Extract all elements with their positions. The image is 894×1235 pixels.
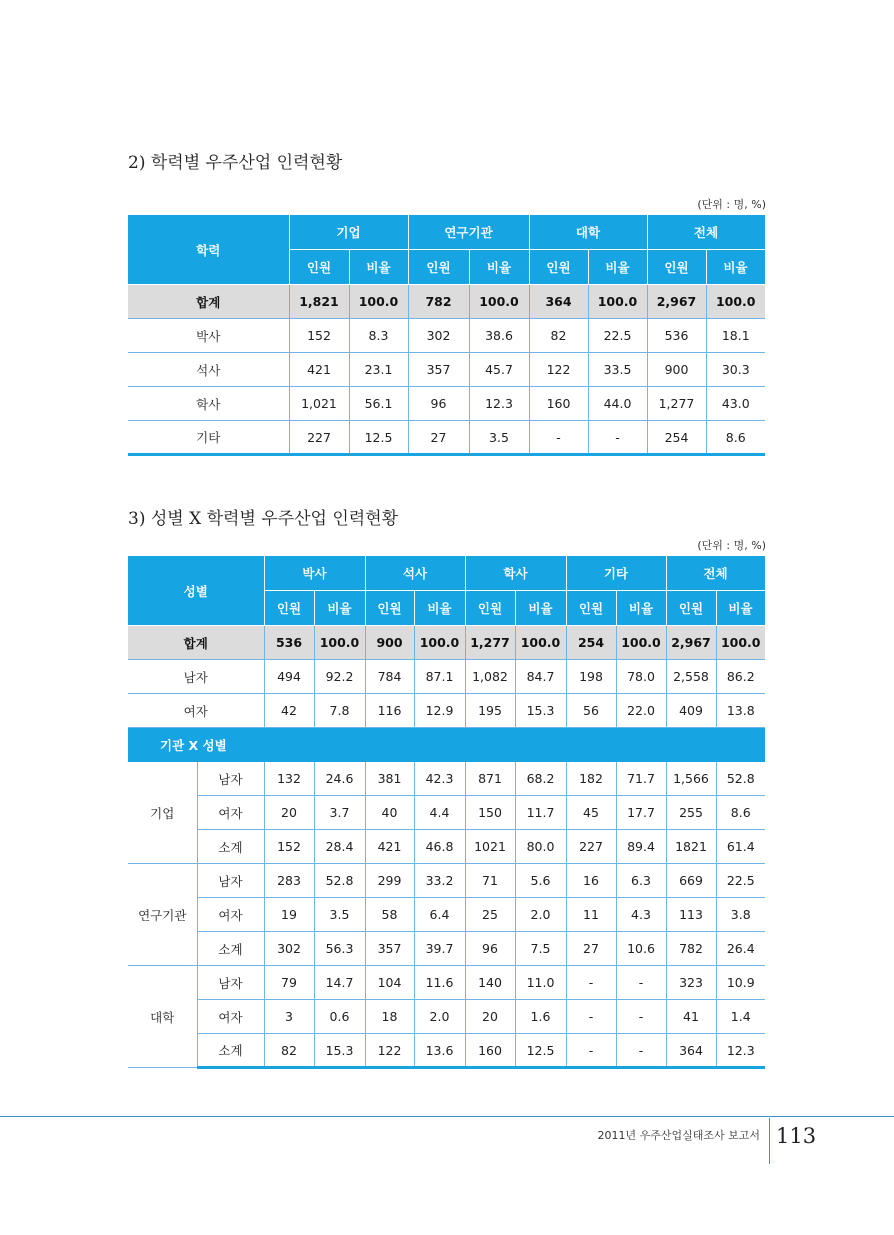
table-cell: 12.5 xyxy=(515,1034,566,1068)
table-cell: 302 xyxy=(408,319,469,353)
table-row xyxy=(128,353,765,387)
table-cell: 44.0 xyxy=(588,387,647,421)
table-cell: 2.0 xyxy=(414,1000,465,1034)
table-cell: 104 xyxy=(365,966,414,1000)
table-cell: 122 xyxy=(365,1034,414,1068)
table2-sub-header: 인원 xyxy=(264,591,314,626)
table-cell: - xyxy=(566,1034,616,1068)
table2-group-header: 기타 xyxy=(566,556,666,591)
table-cell: 3.8 xyxy=(716,898,765,932)
table-cell: 421 xyxy=(365,830,414,864)
row-label: 소계 xyxy=(197,1034,264,1068)
table-row xyxy=(128,864,765,898)
table-cell: 409 xyxy=(666,694,716,728)
table-cell: 38.6 xyxy=(469,319,529,353)
table-cell: 27 xyxy=(408,421,469,455)
table-cell: 381 xyxy=(365,762,414,796)
table-cell: 86.2 xyxy=(716,660,765,694)
row-label: 합계 xyxy=(128,285,289,319)
table2-group-header: 학사 xyxy=(465,556,566,591)
table-cell: 871 xyxy=(465,762,515,796)
table-cell: 364 xyxy=(666,1034,716,1068)
table-cell: 1,021 xyxy=(289,387,349,421)
table-cell: 182 xyxy=(566,762,616,796)
table-cell: 56 xyxy=(566,694,616,728)
table-cell: 20 xyxy=(465,1000,515,1034)
table-cell: 421 xyxy=(289,353,349,387)
table-cell: 11.6 xyxy=(414,966,465,1000)
table-cell: 26.4 xyxy=(716,932,765,966)
table1-sub-header: 인원 xyxy=(408,250,469,285)
table-cell: 1,821 xyxy=(289,285,349,319)
table-cell: 8.6 xyxy=(706,421,765,455)
table1-sub-header: 인원 xyxy=(647,250,706,285)
table-cell: 52.8 xyxy=(716,762,765,796)
table-row xyxy=(128,660,765,694)
table-cell: 20 xyxy=(264,796,314,830)
table2-sub-header: 비율 xyxy=(616,591,666,626)
table-cell: 71.7 xyxy=(616,762,666,796)
table-cell: 1821 xyxy=(666,830,716,864)
table-cell: 536 xyxy=(647,319,706,353)
table-cell: 15.3 xyxy=(314,1034,365,1068)
table-cell: 12.5 xyxy=(349,421,408,455)
table-cell: 0.6 xyxy=(314,1000,365,1034)
table-cell: 1,277 xyxy=(647,387,706,421)
row-label: 여자 xyxy=(197,796,264,830)
table-cell: 3.5 xyxy=(314,898,365,932)
table-cell: 283 xyxy=(264,864,314,898)
table-cell: 89.4 xyxy=(616,830,666,864)
table-cell: 6.4 xyxy=(414,898,465,932)
table1-group-header: 기업 xyxy=(289,215,408,250)
row-label: 합계 xyxy=(128,626,264,660)
table-cell: 43.0 xyxy=(706,387,765,421)
table-cell: - xyxy=(616,1000,666,1034)
table-cell: 7.5 xyxy=(515,932,566,966)
table-cell: - xyxy=(616,1034,666,1068)
table2-group-header: 석사 xyxy=(365,556,465,591)
gender-education-table xyxy=(128,555,766,1069)
table-cell: 33.2 xyxy=(414,864,465,898)
table-cell: 100.0 xyxy=(716,626,765,660)
table-cell: 10.9 xyxy=(716,966,765,1000)
table-row xyxy=(128,898,765,932)
table-cell: 1.6 xyxy=(515,1000,566,1034)
total-row xyxy=(128,285,765,319)
table-cell: 33.5 xyxy=(588,353,647,387)
table-cell: 1,082 xyxy=(465,660,515,694)
table-cell: - xyxy=(566,966,616,1000)
table-cell: 56.1 xyxy=(349,387,408,421)
row-label: 남자 xyxy=(197,762,264,796)
total-row xyxy=(128,626,765,660)
institution-label: 연구기관 xyxy=(128,864,197,966)
table-cell: 18.1 xyxy=(706,319,765,353)
table2-sub-header: 비율 xyxy=(716,591,765,626)
table-row xyxy=(128,387,765,421)
table-cell: 41 xyxy=(666,1000,716,1034)
table-cell: 302 xyxy=(264,932,314,966)
table-cell: - xyxy=(588,421,647,455)
table-cell: 160 xyxy=(465,1034,515,1068)
table-cell: 255 xyxy=(666,796,716,830)
table-cell: 92.2 xyxy=(314,660,365,694)
table-cell: 152 xyxy=(289,319,349,353)
table-cell: 8.6 xyxy=(716,796,765,830)
table1-group-header: 대학 xyxy=(529,215,647,250)
table-cell: 12.3 xyxy=(716,1034,765,1068)
table-cell: 96 xyxy=(465,932,515,966)
table-cell: 14.7 xyxy=(314,966,365,1000)
table-cell: 195 xyxy=(465,694,515,728)
table1-title: 2) 학력별 우주산업 인력현황 xyxy=(128,153,343,173)
table-cell: 254 xyxy=(566,626,616,660)
table-row xyxy=(128,421,765,455)
table-cell: 3 xyxy=(264,1000,314,1034)
table-cell: 52.8 xyxy=(314,864,365,898)
group-header-label: 기관 X 성별 xyxy=(128,728,765,762)
table-cell: 1.4 xyxy=(716,1000,765,1034)
table-cell: 19 xyxy=(264,898,314,932)
table-cell: 42 xyxy=(264,694,314,728)
table-cell: 84.7 xyxy=(515,660,566,694)
table-cell: 28.4 xyxy=(314,830,365,864)
table-cell: 11.7 xyxy=(515,796,566,830)
table-cell: 12.3 xyxy=(469,387,529,421)
table-cell: 132 xyxy=(264,762,314,796)
table-row xyxy=(128,1000,765,1034)
table-cell: 113 xyxy=(666,898,716,932)
table-cell: 100.0 xyxy=(515,626,566,660)
table-cell: 30.3 xyxy=(706,353,765,387)
table-cell: 40 xyxy=(365,796,414,830)
table1-sub-header: 인원 xyxy=(529,250,588,285)
table-cell: 45 xyxy=(566,796,616,830)
table-cell: 4.4 xyxy=(414,796,465,830)
table-cell: 78.0 xyxy=(616,660,666,694)
table-cell: 8.3 xyxy=(349,319,408,353)
row-label: 석사 xyxy=(128,353,289,387)
footer-rule xyxy=(0,1116,894,1117)
table-cell: 669 xyxy=(666,864,716,898)
table2-group-header: 전체 xyxy=(666,556,765,591)
table-cell: 900 xyxy=(647,353,706,387)
row-label: 소계 xyxy=(197,830,264,864)
table-row xyxy=(128,796,765,830)
table-cell: 68.2 xyxy=(515,762,566,796)
table-cell: 10.6 xyxy=(616,932,666,966)
table-cell: 12.9 xyxy=(414,694,465,728)
row-label: 박사 xyxy=(128,319,289,353)
table1-unit: (단위 : 명, %) xyxy=(697,198,766,211)
table-cell: 16 xyxy=(566,864,616,898)
table-cell: 87.1 xyxy=(414,660,465,694)
row-label: 기타 xyxy=(128,421,289,455)
education-table xyxy=(128,214,766,456)
table-cell: 24.6 xyxy=(314,762,365,796)
table1-sub-header: 비율 xyxy=(588,250,647,285)
footer-report-title: 2011년 우주산업실태조사 보고서 xyxy=(597,1129,760,1142)
group-header-row xyxy=(128,728,765,762)
table-cell: 22.5 xyxy=(716,864,765,898)
table-cell: 7.8 xyxy=(314,694,365,728)
institution-label: 기업 xyxy=(128,762,197,864)
table-row xyxy=(128,694,765,728)
table1-sub-header: 비율 xyxy=(706,250,765,285)
table-cell: 25 xyxy=(465,898,515,932)
row-label: 여자 xyxy=(197,898,264,932)
table-cell: 23.1 xyxy=(349,353,408,387)
table-cell: 11.0 xyxy=(515,966,566,1000)
table-cell: 494 xyxy=(264,660,314,694)
table-cell: 140 xyxy=(465,966,515,1000)
table2-sub-header: 비율 xyxy=(314,591,365,626)
footer-separator xyxy=(769,1118,770,1164)
table-cell: 22.5 xyxy=(588,319,647,353)
row-label: 여자 xyxy=(128,694,264,728)
table-cell: - xyxy=(616,966,666,1000)
table2-group-header: 박사 xyxy=(264,556,365,591)
table-row xyxy=(128,932,765,966)
table-cell: 3.5 xyxy=(469,421,529,455)
table-cell: 13.8 xyxy=(716,694,765,728)
table-cell: 42.3 xyxy=(414,762,465,796)
table-cell: 2,558 xyxy=(666,660,716,694)
table-cell: 45.7 xyxy=(469,353,529,387)
table-cell: 100.0 xyxy=(414,626,465,660)
table-row xyxy=(128,830,765,864)
table-cell: 323 xyxy=(666,966,716,1000)
row-label: 여자 xyxy=(197,1000,264,1034)
row-label: 남자 xyxy=(128,660,264,694)
table-cell: - xyxy=(529,421,588,455)
table-cell: 782 xyxy=(408,285,469,319)
table2-corner: 성별 xyxy=(128,556,264,626)
table1-sub-header: 비율 xyxy=(349,250,408,285)
table-cell: 1021 xyxy=(465,830,515,864)
table-cell: 150 xyxy=(465,796,515,830)
table-cell: 100.0 xyxy=(349,285,408,319)
table-cell: 17.7 xyxy=(616,796,666,830)
table2-sub-header: 인원 xyxy=(566,591,616,626)
table1-sub-header: 인원 xyxy=(289,250,349,285)
row-label: 소계 xyxy=(197,932,264,966)
table1-sub-header: 비율 xyxy=(469,250,529,285)
table-cell: 784 xyxy=(365,660,414,694)
table1-corner: 학력 xyxy=(128,215,289,285)
table-cell: 900 xyxy=(365,626,414,660)
table-cell: 122 xyxy=(529,353,588,387)
table-row xyxy=(128,966,765,1000)
table2-unit: (단위 : 명, %) xyxy=(697,539,766,552)
table-cell: 1,277 xyxy=(465,626,515,660)
table-cell: 100.0 xyxy=(469,285,529,319)
table-cell: 61.4 xyxy=(716,830,765,864)
table-cell: 116 xyxy=(365,694,414,728)
table-cell: 11 xyxy=(566,898,616,932)
table2-title: 3) 성별 X 학력별 우주산업 인력현황 xyxy=(128,509,399,529)
table-cell: 4.3 xyxy=(616,898,666,932)
table-cell: 18 xyxy=(365,1000,414,1034)
table-cell: 79 xyxy=(264,966,314,1000)
table-cell: 27 xyxy=(566,932,616,966)
table2-sub-header: 인원 xyxy=(666,591,716,626)
row-label: 남자 xyxy=(197,864,264,898)
table-cell: 58 xyxy=(365,898,414,932)
table-cell: 46.8 xyxy=(414,830,465,864)
page-number: 113 xyxy=(776,1124,817,1148)
table-cell: 13.6 xyxy=(414,1034,465,1068)
table-cell: 71 xyxy=(465,864,515,898)
table-cell: 80.0 xyxy=(515,830,566,864)
table2-sub-header: 비율 xyxy=(414,591,465,626)
table-cell: 15.3 xyxy=(515,694,566,728)
table-row xyxy=(128,762,765,796)
table-cell: 152 xyxy=(264,830,314,864)
table-cell: 82 xyxy=(529,319,588,353)
row-label: 남자 xyxy=(197,966,264,1000)
table-cell: 536 xyxy=(264,626,314,660)
table-cell: 96 xyxy=(408,387,469,421)
table-cell: 2,967 xyxy=(647,285,706,319)
table-cell: 6.3 xyxy=(616,864,666,898)
table-row xyxy=(128,319,765,353)
table1-group-header: 연구기관 xyxy=(408,215,529,250)
table-cell: 782 xyxy=(666,932,716,966)
table-cell: 100.0 xyxy=(706,285,765,319)
table-cell: 100.0 xyxy=(588,285,647,319)
table-cell: 100.0 xyxy=(616,626,666,660)
table-cell: 3.7 xyxy=(314,796,365,830)
table-cell: 82 xyxy=(264,1034,314,1068)
table-cell: 22.0 xyxy=(616,694,666,728)
table-cell: 56.3 xyxy=(314,932,365,966)
table2-sub-header: 인원 xyxy=(365,591,414,626)
table-cell: 39.7 xyxy=(414,932,465,966)
table-cell: 100.0 xyxy=(314,626,365,660)
table-cell: 227 xyxy=(289,421,349,455)
table-cell: 299 xyxy=(365,864,414,898)
table-cell: 357 xyxy=(408,353,469,387)
institution-label: 대학 xyxy=(128,966,197,1068)
table-cell: 254 xyxy=(647,421,706,455)
table-cell: - xyxy=(566,1000,616,1034)
table-cell: 198 xyxy=(566,660,616,694)
table-cell: 227 xyxy=(566,830,616,864)
table2-sub-header: 비율 xyxy=(515,591,566,626)
table-cell: 2,967 xyxy=(666,626,716,660)
table-cell: 160 xyxy=(529,387,588,421)
table-cell: 5.6 xyxy=(515,864,566,898)
table-cell: 1,566 xyxy=(666,762,716,796)
table-cell: 2.0 xyxy=(515,898,566,932)
table2-sub-header: 인원 xyxy=(465,591,515,626)
table1-group-header: 전체 xyxy=(647,215,765,250)
table-cell: 364 xyxy=(529,285,588,319)
row-label: 학사 xyxy=(128,387,289,421)
table-row xyxy=(128,1034,765,1068)
table-cell: 357 xyxy=(365,932,414,966)
